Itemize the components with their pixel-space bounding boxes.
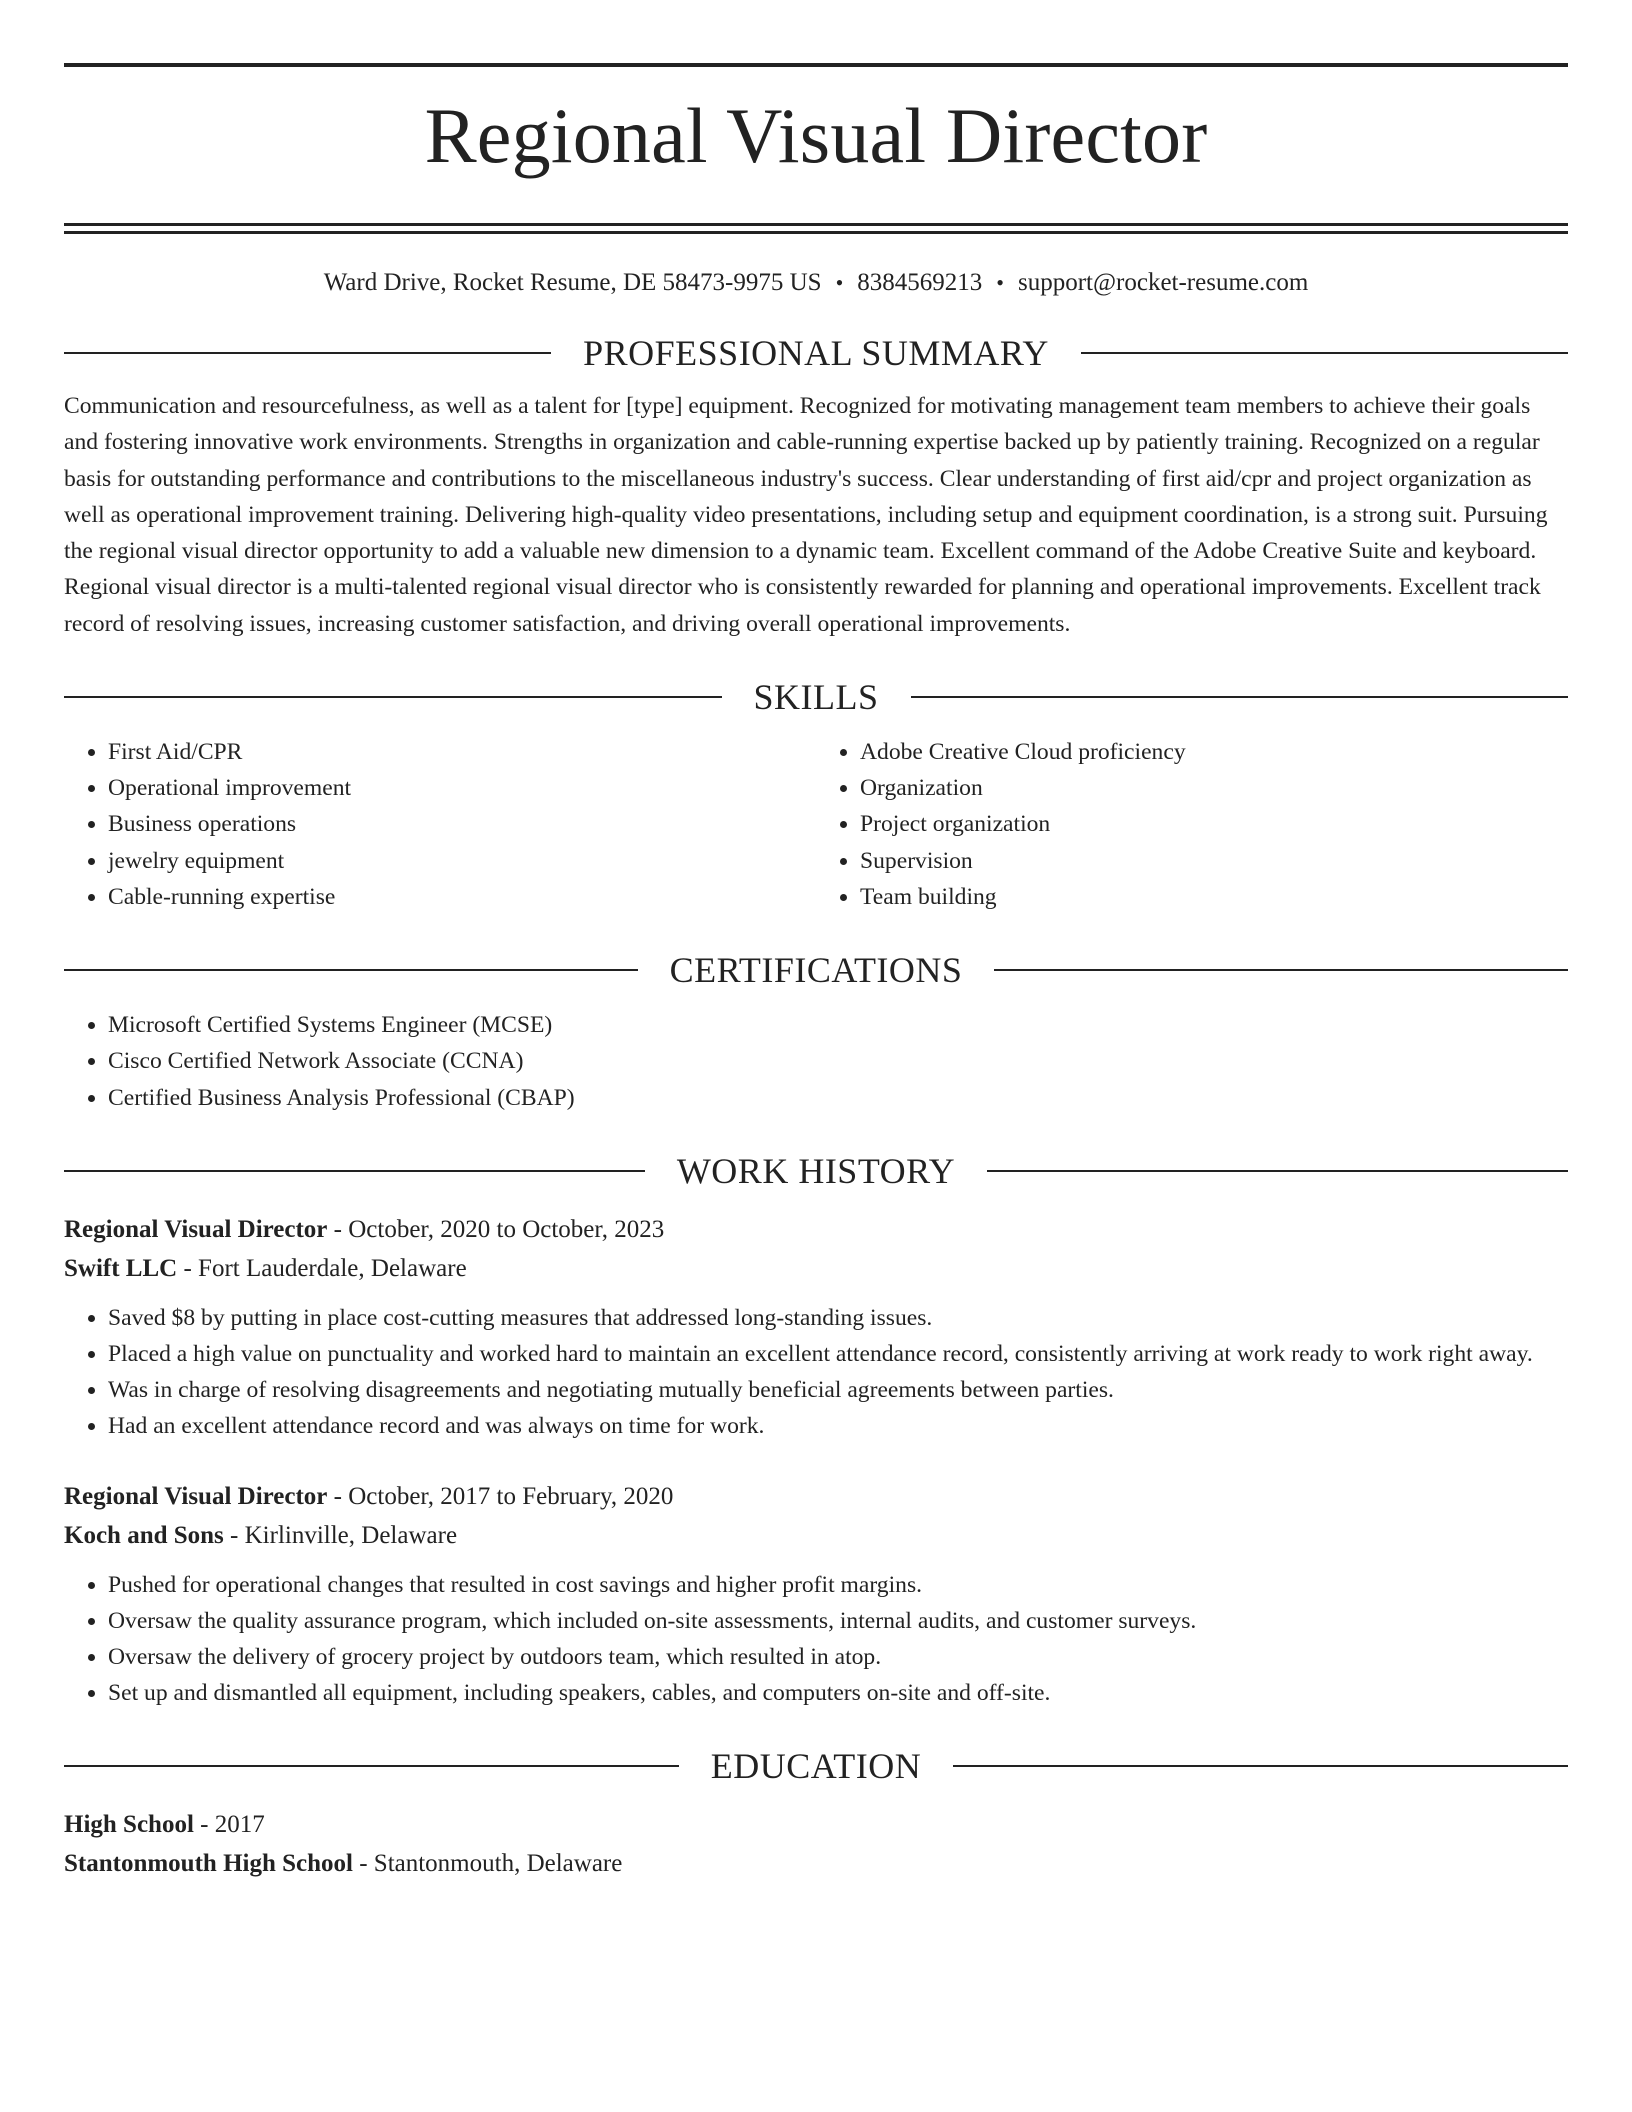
job-role-line: [64, 1210, 1568, 1249]
education-entry: [64, 1805, 1568, 1883]
section-header-work-history: [64, 1146, 1568, 1196]
skill-item: • Organization: [860, 770, 1568, 806]
skills-column-right: [816, 734, 1568, 915]
job-bullet: • Had an excellent attendance record and was always on time for work.: [108, 1408, 1568, 1444]
certifications-list: [64, 1007, 1568, 1116]
section-rule-right: [911, 696, 1569, 698]
job-entry: [64, 1477, 1568, 1712]
education-school-line: [64, 1844, 1568, 1883]
job-role: Regional Visual Director: [64, 1215, 328, 1243]
skill-item: • Adobe Creative Cloud proficiency: [860, 734, 1568, 770]
job-company-line: [64, 1249, 1568, 1288]
education-school: Stantonmouth High School: [64, 1850, 353, 1878]
summary-text: Communication and resourcefulness, as well as a talent for [type] equipment. Recognized for motivating management team members to achieve their goals and fostering innovative work environments. Strengths in organization and cable-running expertise backed up by patiently training. Recognized on a regular basis for outstanding performance and contributions to the miscellaneous industry's success. Clear understanding of first aid/cpr and project organization as well as operational improvement training. Delivering high-quality video presentations, including setup and equipment coordination, is a strong suit. Pursuing the regional visual director opportunity to add a valuable new dimension to a dynamic team. Excellent command of the Adobe Creative Suite and keyboard. Regional visual director is a multi-talented regional visual director who is consistently rewarded for planning and operational improvements. Excellent track record of resolving issues, increasing customer satisfaction, and driving overall operational improvements.: [64, 393, 1548, 637]
section-header-certifications: [64, 945, 1568, 995]
section-title-work-history: WORK HISTORY: [676, 1150, 956, 1191]
skill-item: • Business operations: [108, 806, 816, 842]
job-bullet: • Pushed for operational changes that resulted in cost savings and higher profit margins.: [108, 1567, 1568, 1603]
job-bullet: • Oversaw the quality assurance program, which included on-site assessments, internal audits, and customer surveys.: [108, 1603, 1568, 1639]
job-role: Regional Visual Director: [64, 1482, 328, 1510]
contact-phone[interactable]: 8384569213: [857, 269, 983, 296]
education-location: - Stantonmouth, Delaware: [352, 1850, 623, 1878]
skill-item: • Operational improvement: [108, 770, 816, 806]
job-bullets: [64, 1567, 1568, 1712]
skill-item: • Project organization: [860, 806, 1568, 842]
certification-item: • Certified Business Analysis Professional (CBAP): [108, 1080, 1568, 1116]
job-bullet: • Placed a high value on punctuality and worked hard to maintain an excellent attendance record, consistently arriving at work ready to work right away.: [108, 1336, 1568, 1372]
job-dates: - October, 2017 to February, 2020: [327, 1482, 674, 1510]
job-entry: [64, 1210, 1568, 1445]
education-year: - 2017: [193, 1811, 265, 1839]
section-header-education: [64, 1741, 1568, 1791]
job-company: Koch and Sons: [64, 1521, 224, 1549]
certification-item: • Microsoft Certified Systems Engineer (MCSE): [108, 1007, 1568, 1043]
section-rule-right: [1081, 352, 1568, 354]
skill-item: • Cable-running expertise: [108, 879, 816, 915]
section-rule-left: [64, 1170, 645, 1172]
job-company: Swift LLC: [64, 1254, 178, 1282]
skills-list: [64, 734, 1568, 915]
job-location: - Kirlinville, Delaware: [223, 1521, 458, 1549]
skills-column-left: [64, 734, 816, 915]
job-bullets: [64, 1300, 1568, 1445]
job-dates: - October, 2020 to October, 2023: [327, 1215, 665, 1243]
top-rule: [64, 63, 1568, 67]
job-bullet: • Was in charge of resolving disagreements and negotiating mutually beneficial agreements between parties.: [108, 1372, 1568, 1408]
section-title-education: EDUCATION: [710, 1746, 922, 1787]
job-bullet: • Set up and dismantled all equipment, including speakers, cables, and computers on-site and off-site.: [108, 1675, 1568, 1711]
education-degree-line: [64, 1805, 1568, 1844]
education-degree: High School: [64, 1811, 194, 1839]
section-rule-right: [953, 1765, 1568, 1767]
header-double-rule: [64, 223, 1568, 234]
contact-separator: •: [835, 270, 844, 295]
job-company-line: [64, 1516, 1568, 1555]
section-title-summary: PROFESSIONAL SUMMARY: [583, 333, 1049, 373]
contact-address: Ward Drive, Rocket Resume, DE 58473-9975 US: [323, 269, 822, 296]
skill-item: • First Aid/CPR: [108, 734, 816, 770]
job-bullet: • Oversaw the delivery of grocery project by outdoors team, which resulted in atop.: [108, 1639, 1568, 1675]
contact-email[interactable]: support@rocket-resume.com: [1018, 269, 1309, 296]
contact-line: [64, 268, 1568, 298]
section-rule-left: [64, 696, 722, 698]
skill-item: • Team building: [860, 879, 1568, 915]
resume-name: Regional Visual Director: [424, 92, 1208, 179]
section-header-summary: [64, 328, 1568, 378]
skill-item: • Supervision: [860, 843, 1568, 879]
section-rule-right: [987, 1170, 1568, 1172]
contact-separator: •: [996, 270, 1004, 295]
job-role-line: [64, 1477, 1568, 1516]
certification-item: • Cisco Certified Network Associate (CCNA): [108, 1043, 1568, 1079]
section-rule-left: [64, 352, 551, 354]
section-header-skills: [64, 672, 1568, 722]
job-location: - Fort Lauderdale, Delaware: [177, 1254, 467, 1282]
section-rule-right: [994, 969, 1568, 971]
skill-item: • jewelry equipment: [108, 843, 816, 879]
section-title-certifications: CERTIFICATIONS: [669, 950, 963, 991]
section-rule-left: [64, 969, 638, 971]
section-rule-left: [64, 1765, 679, 1767]
section-title-skills: SKILLS: [753, 677, 879, 718]
job-bullet: • Saved $8 by putting in place cost-cutting measures that addressed long-standing issues.: [108, 1300, 1568, 1336]
